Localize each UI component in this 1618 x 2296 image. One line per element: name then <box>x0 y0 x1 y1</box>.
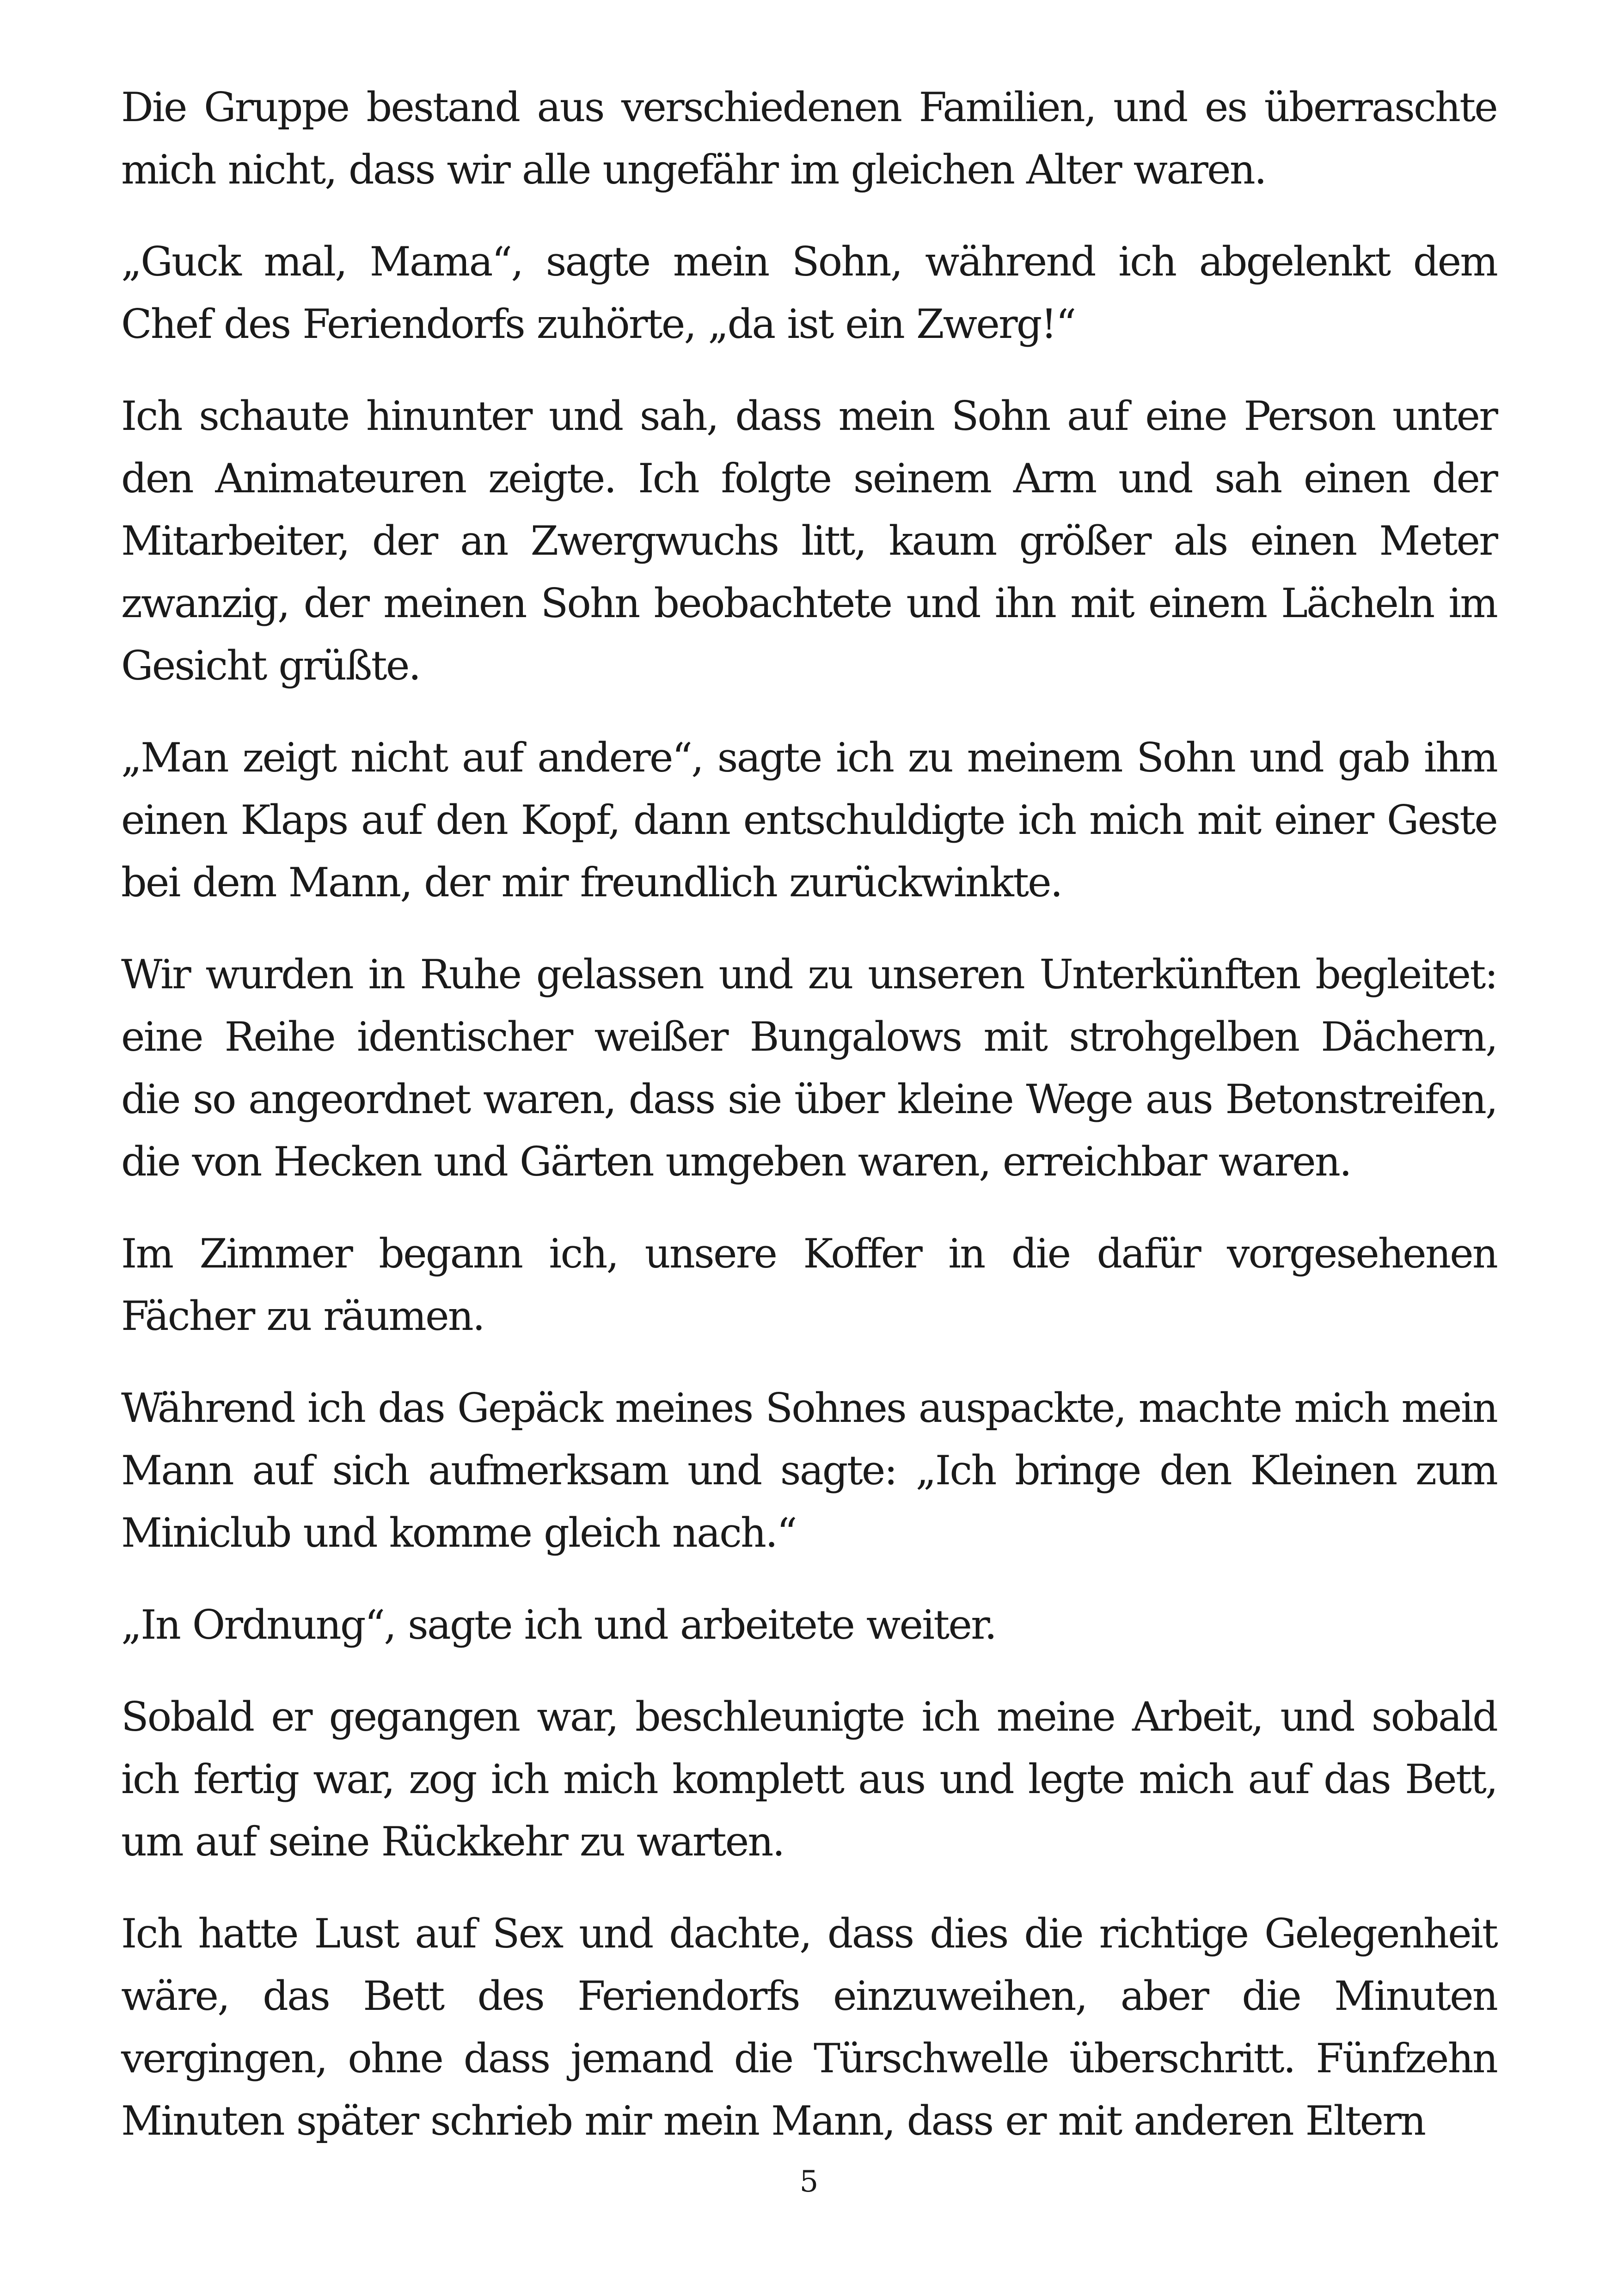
paragraph-5: Wir wurden in Ruhe gelassen und zu unseren Unterkünften begleitet: eine Reihe identischer weißer Bungalows mit strohgelben Dächern, die so angeordnet waren, dass sie über kleine Wege aus Betonstreifen, die von Hecken und Gärten umgeben waren, erreichbar waren. <box>121 951 1497 1185</box>
body-text <box>121 76 1497 2182</box>
page-number: 5 <box>799 2165 819 2199</box>
paragraph-9: Sobald er gegangen war, beschleunigte ich meine Arbeit, und sobald ich fertig war, zog ich mich komplett aus und legte mich auf das Bett, um auf seine Rückkehr zu warten. <box>121 1693 1497 1865</box>
paragraph-7: Während ich das Gepäck meines Sohnes auspackte, machte mich mein Mann auf sich aufmerksam und sagte: „Ich bringe den Kleinen zum Miniclub und komme gleich nach.“ <box>121 1384 1497 1556</box>
paragraph-8: „In Ordnung“, sagte ich und arbeitete weiter. <box>121 1601 996 1648</box>
paragraph-6: Im Zimmer begann ich, unsere Koffer in die dafür vorgesehenen Fächer zu räumen. <box>121 1230 1497 1340</box>
paragraph-4: „Man zeigt nicht auf andere“, sagte ich zu meinem Sohn und gab ihm einen Klaps auf den Kopf, dann entschuldigte ich mich mit einer Geste bei dem Mann, der mir freundlich zurückwinkte. <box>121 734 1497 906</box>
paragraph-1: Die Gruppe bestand aus verschiedenen Familien, und es überraschte mich nicht, dass wir alle ungefähr im gleichen Alter waren. <box>121 84 1497 193</box>
paragraph-2: „Guck mal, Mama“, sagte mein Sohn, während ich abgelenkt dem Chef des Feriendorfs zuhörte, „da ist ein Zwerg!“ <box>121 238 1497 348</box>
paragraph-10: Ich hatte Lust auf Sex und dachte, dass dies die richtige Gelegenheit wäre, das Bett des Feriendorfs einzuweihen, aber die Minuten vergingen, ohne dass jemand die Türschwelle überschritt. Fünfzehn Minuten später schrieb mir mein Mann, dass er mit anderen Eltern <box>121 1910 1497 2144</box>
paragraph-3: Ich schaute hinunter und sah, dass mein Sohn auf eine Person unter den Animateuren zeigte. Ich folgte seinem Arm und sah einen der Mitarbeiter, der an Zwergwuchs litt, kaum größer als einen Meter zwanzig, der meinen Sohn beobachtete und ihn mit einem Lächeln im Gesicht grüßte. <box>121 392 1497 689</box>
